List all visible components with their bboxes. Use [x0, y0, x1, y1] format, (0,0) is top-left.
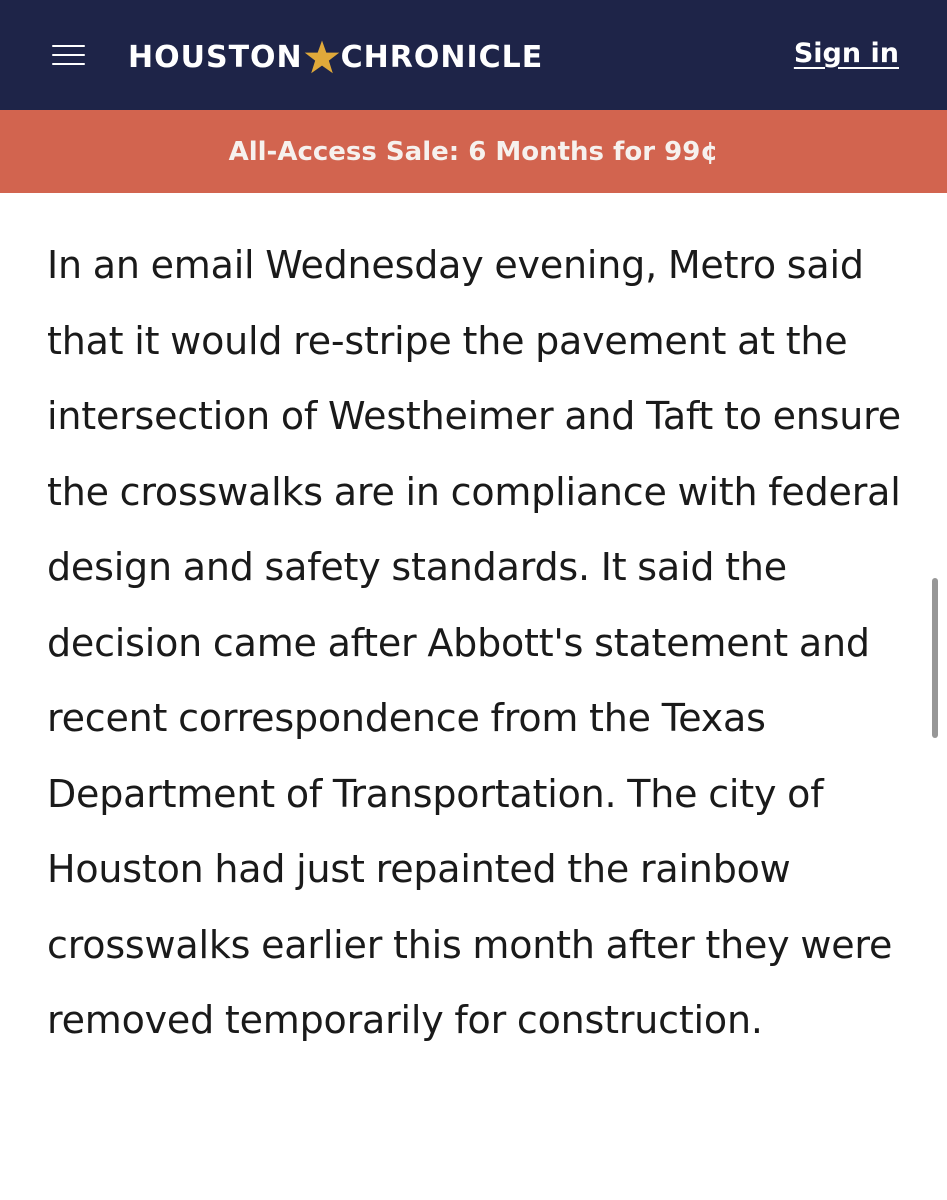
- sign-in-link[interactable]: Sign in: [793, 38, 899, 69]
- promo-banner[interactable]: [0, 110, 947, 193]
- scrollbar[interactable]: [932, 578, 938, 738]
- star-icon: [304, 39, 340, 75]
- logo-text-chronicle: CHRONICLE: [340, 39, 544, 75]
- hamburger-menu-icon[interactable]: [50, 43, 88, 67]
- menu-bar: [52, 63, 85, 65]
- menu-bar: [52, 45, 85, 47]
- logo-text-houston: HOUSTON: [128, 39, 303, 75]
- site-header: [0, 0, 947, 110]
- article-body: [47, 228, 907, 1059]
- article-paragraph: In an email Wednesday evening, Metro said that it would re-stripe the pavement at the intersection of Westheimer and Taft to ensure the crosswalks are in compliance with federal design and safety standards. It said the decision came after Abbott's statement and recent correspondence from the Texas Department of Transportation. The city of Houston had just repainted the rainbow crosswalks earlier this month after they were removed temporarily for construction.: [47, 243, 901, 1042]
- promo-text: All-Access Sale: 6 Months for 99¢: [228, 136, 719, 167]
- menu-bar: [52, 54, 85, 56]
- site-logo[interactable]: [128, 34, 543, 80]
